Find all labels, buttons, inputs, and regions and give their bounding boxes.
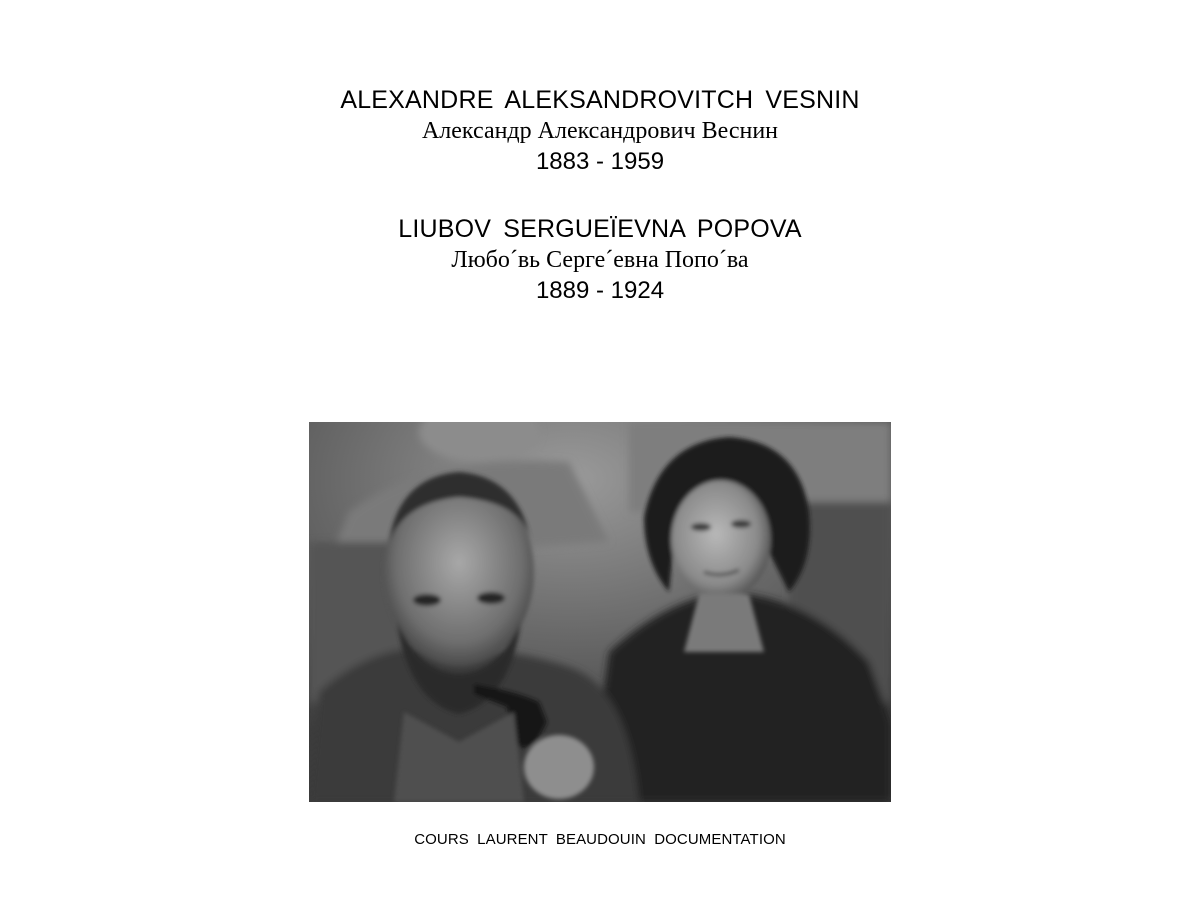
person1-name-latin: ALEXANDRE ALEKSANDROVITCH VESNIN — [340, 86, 860, 114]
portrait-photo — [309, 422, 891, 802]
person1-years: 1883 - 1959 — [535, 148, 665, 175]
person2-name-latin: LIUBOV SERGUEÏEVNA POPOVA — [398, 215, 802, 243]
person2-block — [0, 213, 1200, 307]
portrait-photo-drawing — [309, 422, 891, 802]
person2-years: 1889 - 1924 — [535, 277, 665, 304]
person1-name-cyrillic: Александр Александрович Веснин — [421, 118, 779, 144]
credit-line: COURS LAURENT BEAUDOUIN DOCUMENTATION — [414, 831, 786, 848]
person2-name-cyrillic: Любо´вь Серге´евна Попо´ва — [451, 247, 749, 273]
person1-block — [0, 84, 1200, 178]
